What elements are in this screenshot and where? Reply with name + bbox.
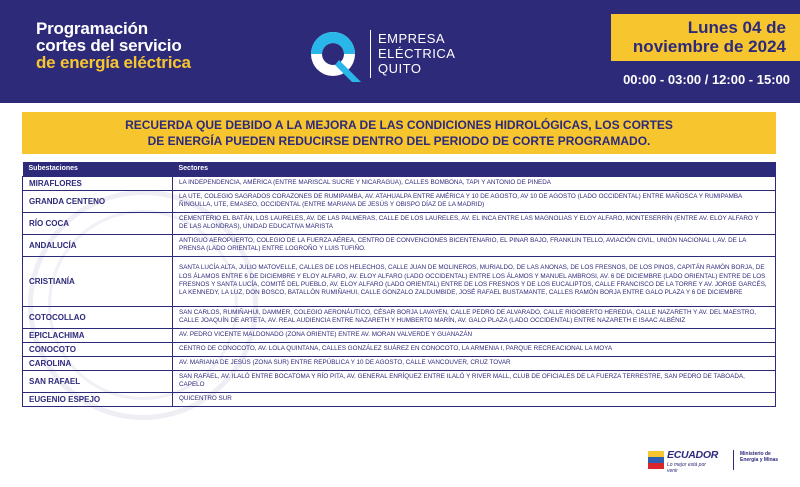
table-row — [23, 392, 776, 406]
date-line-2: noviembre de 2024 — [632, 37, 786, 56]
sectors-cell: SANTA LUCÍA ALTA, JULIO MATOVELLE, CALLES DE LOS HELECHOS, CALLE JUAN DE MOLINEROS, MURIALDO, DE LAS ANONAS, DE LOS FRESNOS, DE LOS PINOS, CAPITÁN RAMÓN BORJA, DE LOS ÁLAMOS ENTRE 6 DE DICIEMBRE Y ELOY ALFARO, AV. ELOY ALFARO (LADO OCCIDENTAL) ENTRE LOS ÁLAMOS Y MANUEL AMBROSI, AV. 6 DE DICIEMBRE (LADO ORIENTAL) ENTRE DE LOS FRESNOS Y SANTA LUCÍA, COMITÉ DEL PUEBLO, AV. ELOY ALFARO (LADO ORIENTAL) ENTRE DE LOS FRESNOS Y DE LOS EUCALIPTOS, CALLE FRANCISCO DE LA TORRE Y AV. JORGE GARCÉS, LA KENNEDY, LA LUZ, DON BOSCO, BATALLÓN RUMIÑAHUI, CALLE GONZALO ZALDUMBIDE, JOSÉ RAFAEL BUSTAMANTE, CALLES RAMÓN BORJA ENTRE GALO PLAZA Y 6 DE DICIEMBRE — [173, 256, 776, 306]
table-row — [23, 370, 776, 392]
date-box — [611, 14, 800, 61]
sectors-cell: LA UTE, COLEGIO SAGRADOS CORAZONES DE RUMIPAMBA, AV. ATAHUALPA ENTRE AMÉRICA Y 10 DE AGOSTO, AV 10 DE AGOSTO (LADO OCCIDENTAL) ENTRE MAÑOSCA Y RUMIPAMBA ÑINGULLA, UTE, EMASEO, OCCIDENTAL (ENTRE MARIANA DE JESÚS Y OBISPO DÍAZ DE LA MADRID) — [173, 190, 776, 212]
substation-cell: ANDALUCÍA — [23, 234, 173, 256]
column-header-substations: Subestaciones — [23, 162, 173, 176]
company-line-3: QUITO — [378, 61, 422, 76]
program-title — [36, 20, 191, 71]
ecuador-flag-icon — [648, 451, 664, 469]
sectors-cell: AV. MARIANA DE JESÚS (ZONA SUR) ENTRE REPÚBLICA Y 10 DE AGOSTO, CALLE VANCOUVER, CRUZ TOVAR — [173, 356, 776, 370]
eeq-logo-icon — [305, 26, 365, 86]
ecuador-logo — [648, 449, 718, 474]
table-row — [23, 176, 776, 190]
substation-cell: CAROLINA — [23, 356, 173, 370]
substation-cell: MIRAFLORES — [23, 176, 173, 190]
company-line-1: EMPRESA — [378, 31, 446, 46]
table-row — [23, 212, 776, 234]
logo-divider — [370, 30, 371, 78]
company-name — [378, 31, 455, 76]
table-row — [23, 234, 776, 256]
sectors-cell: AV. PEDRO VICENTE MALDONADO (ZONA ORIENTE) ENTRE AV. MORAN VALVERDE Y GUANAZÁN — [173, 328, 776, 342]
substation-cell: SAN RAFAEL — [23, 370, 173, 392]
title-line-1: Programación — [36, 19, 148, 38]
table-row — [23, 256, 776, 306]
sectors-cell: CEMENTERIO EL BATÁN, LOS LAURELES, AV. DE LAS PALMERAS, CALLE DE LOS LAURELES, AV. EL INCA ENTRE LAS MAGNOLIAS Y ELOY ALFARO, MONTESERRÍN (ENTRE AV. ELOY ALFARO Y DE LAS ALONDRAS), UNIDAD EDUCATIVA MARISTA — [173, 212, 776, 234]
column-header-sectors: Sectores — [173, 162, 776, 176]
sectors-cell: SAN CARLOS, RUMIÑAHUI, DAMMER, COLEGIO AERONÁUTICO, CÉSAR BORJA LAVAYEN, CALLE PEDRO DE ALVARADO, CALLE RIGOBERTO HEREDIA, CALLE NAZARETH Y AV. DEL MAESTRO, CALLE JOAQUÍN DE ARTETA, AV. REAL AUDIENCIA ENTRE NAZARETH Y HUMBERTO MARÍN, AV. GALO PLAZA (LADO OCCIDENTAL) ENTRE NAZARETH E ISAAC ALBÉNIZ — [173, 306, 776, 328]
table-row — [23, 190, 776, 212]
header-banner — [0, 0, 800, 103]
notice-line-1: RECUERDA QUE DEBIDO A LA MEJORA DE LAS CONDICIONES HIDROLÓGICAS, LOS CORTES — [125, 118, 673, 132]
sectors-cell: ANTIGUO AEROPUERTO, COLEGIO DE LA FUERZA AÉREA, CENTRO DE CONVENCIONES BICENTENARIO, EL PINAR BAJO, FRANKLIN TELLO, AVIACIÓN CIVIL, UNIÓN NACIONAL I, AV. DE LA PRENSA (LADO ORIENTAL) ENTRE LOGROÑO Y LUIS TUFIÑO. — [173, 234, 776, 256]
table-header-row — [23, 162, 776, 176]
sectors-cell: SAN RAFAEL, AV. ILALÓ ENTRE BOCATOMA Y RÍO PITA, AV. GENERAL ENRÍQUEZ ENTRE ILALÓ Y RIVER MALL, CLUB DE OFICIALES DE LA FUERZA TERRESTRE, SAN PEDRO DE TABOADA, CAPELO — [173, 370, 776, 392]
ecuador-brand: ECUADOR — [667, 449, 718, 461]
date-line-1: Lunes 04 de — [687, 18, 786, 37]
footer-divider — [733, 450, 734, 470]
title-line-2: cortes del servicio — [36, 36, 182, 55]
substation-cell: EPICLACHIMA — [23, 328, 173, 342]
company-line-2: ELÉCTRICA — [378, 46, 456, 61]
table-row — [23, 342, 776, 356]
sectors-cell: CENTRO DE CONOCOTO, AV. LOLA QUINTANA, CALLES GONZÁLEZ SUÁREZ EN CONOCOTO, LA ARMENIA I, PARQUE RECREACIONAL LA MOYA — [173, 342, 776, 356]
substation-cell: RÍO COCA — [23, 212, 173, 234]
sectors-cell: LA INDEPENDENCIA, AMÉRICA (ENTRE MARISCAL SUCRE Y NICARAGUA), CALLES BOMBONA, TAPI Y ANTONIO DE PINEDA — [173, 176, 776, 190]
table-row — [23, 306, 776, 328]
notice-banner — [22, 112, 776, 154]
substation-cell: CRISTIANÍA — [23, 256, 173, 306]
ecuador-brand-sub: Lo mejor está por venir — [667, 462, 706, 474]
notice-line-2: DE ENERGÍA PUEDEN REDUCIRSE DENTRO DEL PERIODO DE CORTE PROGRAMADO. — [147, 134, 651, 148]
ministry-line-1: Ministerio de — [740, 451, 771, 457]
ministry-label — [740, 451, 785, 463]
substation-cell: GRANDA CENTENO — [23, 190, 173, 212]
sectors-cell: QUICENTRO SUR — [173, 392, 776, 406]
title-line-3: de energía eléctrica — [36, 53, 191, 72]
table-row — [23, 328, 776, 342]
substation-cell: COTOCOLLAO — [23, 306, 173, 328]
ministry-line-2: Energía y Minas — [740, 457, 779, 463]
substation-cell: EUGENIO ESPEJO — [23, 392, 173, 406]
substation-cell: CONOCOTO — [23, 342, 173, 356]
schedule-table — [22, 162, 776, 407]
time-slots: 00:00 - 03:00 / 12:00 - 15:00 — [623, 72, 790, 87]
table-row — [23, 356, 776, 370]
